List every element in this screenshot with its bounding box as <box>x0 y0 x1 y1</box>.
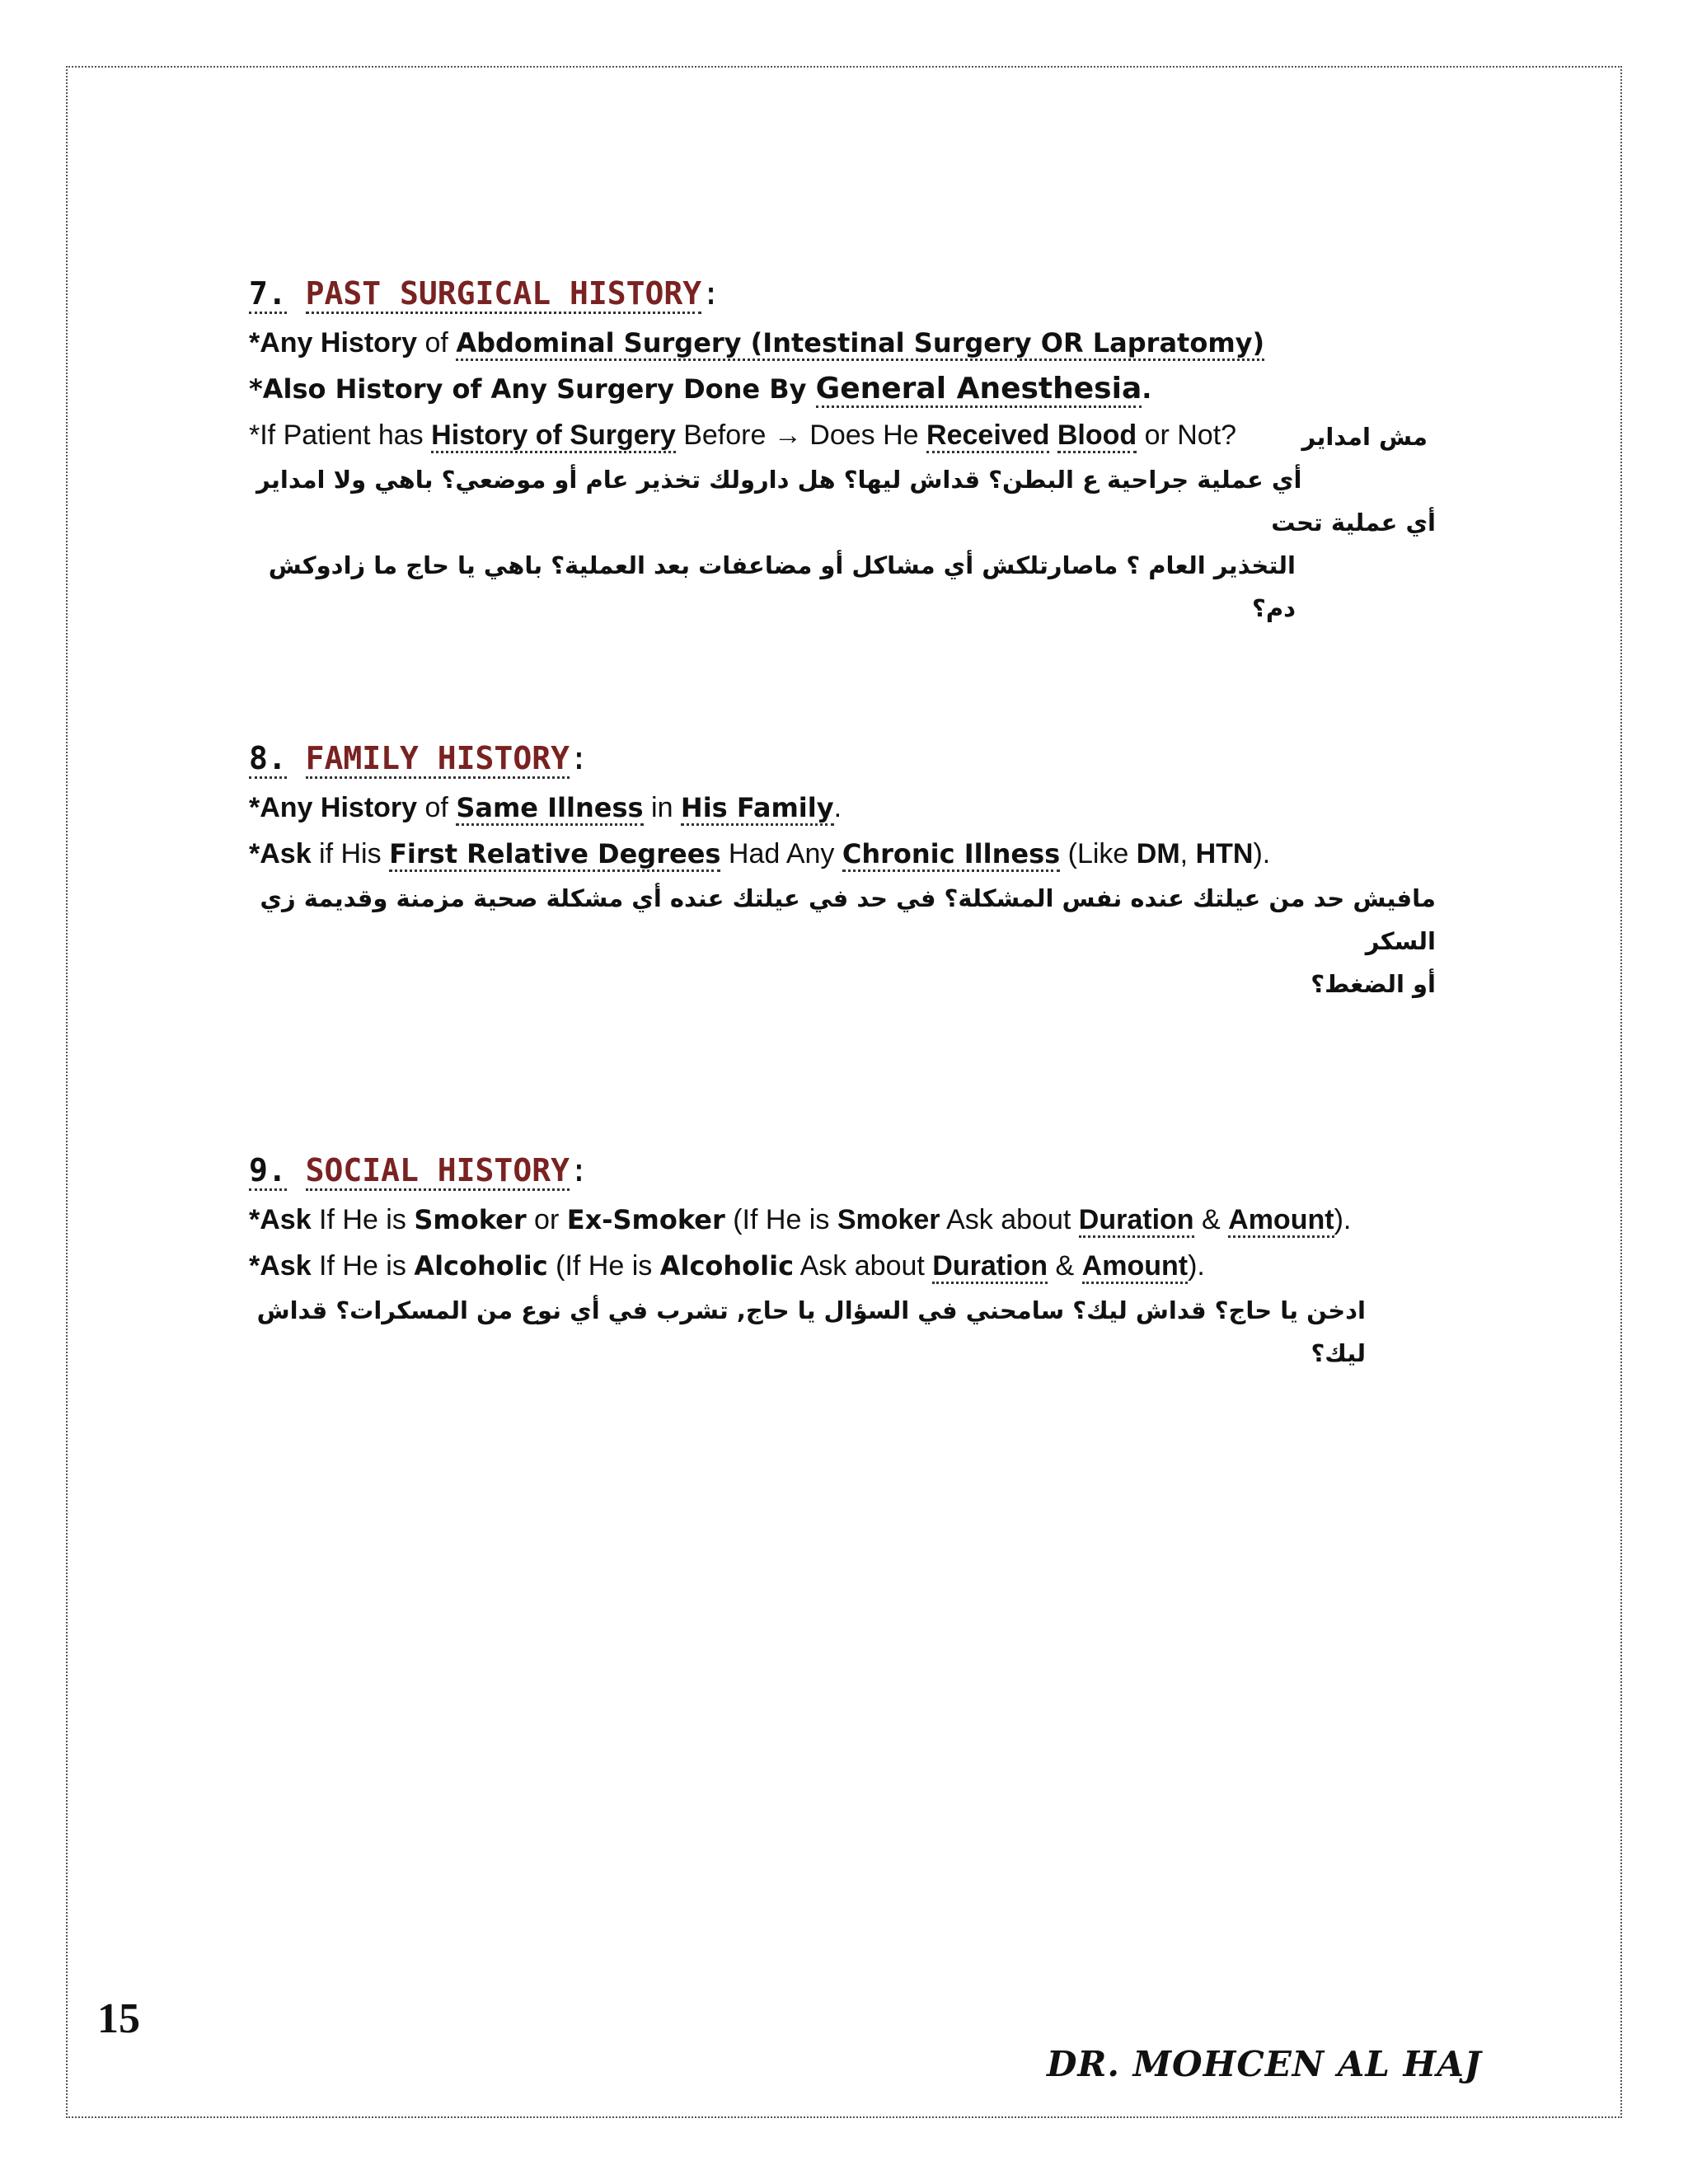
text: Does He <box>801 419 927 451</box>
section-heading <box>249 738 1436 778</box>
bold-text: DM <box>1136 838 1180 869</box>
section-number: 8. <box>249 740 287 779</box>
bold-text: *Ask <box>249 838 312 869</box>
page-number: 15 <box>97 1995 140 2042</box>
text: . <box>1142 373 1152 405</box>
list-item <box>249 366 1436 412</box>
text: (Like <box>1060 838 1137 869</box>
underlined-topic: General Anesthesia <box>816 372 1142 408</box>
list-item <box>249 785 1436 831</box>
list-item <box>249 831 1436 877</box>
underlined-topic: Blood <box>1057 419 1137 453</box>
text: *Also History of Any Surgery Done By <box>249 373 816 405</box>
section-heading <box>249 274 1436 313</box>
underlined-topic: Abdominal Surgery (Intestinal Surgery OR Lapratomy) <box>456 327 1264 361</box>
underlined-topic: Amount <box>1082 1250 1188 1284</box>
arabic-text: أو الضغط؟ <box>1311 970 1436 998</box>
list-item <box>249 320 1436 366</box>
text: of <box>417 792 457 823</box>
section-heading <box>249 1151 1436 1190</box>
text: or Not? <box>1137 419 1237 451</box>
bold-text: Alcoholic <box>659 1250 795 1282</box>
underlined-topic: Same Illness <box>456 792 643 826</box>
text <box>1049 419 1057 451</box>
text: . <box>833 792 842 823</box>
text: (If He is <box>547 1250 660 1282</box>
list-item <box>249 412 1428 458</box>
bold-text: Smoker <box>837 1204 940 1235</box>
bold-text: Smoker <box>414 1204 527 1235</box>
text: (If He is <box>724 1204 837 1235</box>
text: , <box>1179 838 1196 869</box>
text: in <box>643 792 681 823</box>
section-social-history <box>249 1151 1436 1375</box>
text: ). <box>1334 1204 1352 1235</box>
bold-text: HTN <box>1195 838 1254 869</box>
section-past-surgical-history <box>249 274 1436 630</box>
underlined-topic: Duration <box>1079 1204 1194 1238</box>
text: If He is <box>311 1204 415 1235</box>
text: ). <box>1188 1250 1205 1282</box>
bold-text: *Ask <box>249 1250 312 1282</box>
arabic-text: مافيش حد من عيلتك عنده نفس المشكلة؟ في حد في عيلتك عنده أي مشكلة صحية مزمنة وقديمة زي السكر <box>260 884 1436 955</box>
text: *If Patient has <box>249 419 432 451</box>
text: & <box>1193 1204 1229 1235</box>
section-family-history <box>249 738 1436 1005</box>
bold-text: Alcoholic <box>414 1250 548 1282</box>
text: if His <box>311 838 390 869</box>
arabic-text: التخذير العام ؟ ماصارتلكش أي مشاكل أو مضاعفات بعد العملية؟ باهي يا حاج ما زادوكش دم؟ <box>268 551 1296 622</box>
underlined-topic: History of Surgery <box>431 419 676 453</box>
bold-text: *Any History <box>249 792 418 823</box>
underlined-topic: Duration <box>932 1250 1048 1284</box>
bold-text: *Any History <box>249 327 418 359</box>
text: Before <box>675 419 774 451</box>
text: & <box>1048 1250 1082 1282</box>
list-item <box>249 1243 1436 1289</box>
underlined-topic: Chronic Illness <box>842 838 1060 872</box>
text: ). <box>1253 838 1271 869</box>
text: or <box>526 1204 567 1235</box>
text: Ask about <box>940 1204 1079 1235</box>
section-number: 9. <box>249 1152 287 1191</box>
section-title: FAMILY HISTORY <box>306 740 570 779</box>
colon: : <box>701 275 720 312</box>
arabic-text: ادخن يا حاج؟ قداش ليك؟ سامحني في السؤال يا حاج, تشرب في أي نوع من المسكرات؟ قداش ليك؟ <box>256 1296 1366 1367</box>
section-number: 7. <box>249 275 287 314</box>
text: Had Any <box>720 838 842 869</box>
list-item <box>249 1197 1436 1243</box>
colon: : <box>569 740 588 776</box>
text: If He is <box>311 1250 415 1282</box>
arrow-icon: → <box>773 419 802 451</box>
author-signature: DR. MOHCEN AL HAJ <box>1047 2044 1482 2084</box>
text: of <box>417 327 457 359</box>
bold-text: Ex-Smoker <box>566 1204 725 1235</box>
underlined-topic: His Family <box>681 792 834 826</box>
underlined-topic: Received <box>926 419 1049 453</box>
section-title: SOCIAL HISTORY <box>306 1152 570 1191</box>
section-title: PAST SURGICAL HISTORY <box>306 275 701 314</box>
colon: : <box>569 1152 588 1188</box>
arabic-inline-text: مش امداير <box>1301 423 1428 451</box>
underlined-topic: Amount <box>1228 1204 1334 1238</box>
text: Ask about <box>794 1250 933 1282</box>
bold-text: *Ask <box>249 1204 312 1235</box>
arabic-text: أي عملية جراحية ع البطن؟ قداش ليها؟ هل دارولك تخذير عام أو موضعي؟ باهي ولا امداير أي عملية تحت <box>256 466 1436 537</box>
underlined-topic: First Relative Degrees <box>389 838 720 872</box>
